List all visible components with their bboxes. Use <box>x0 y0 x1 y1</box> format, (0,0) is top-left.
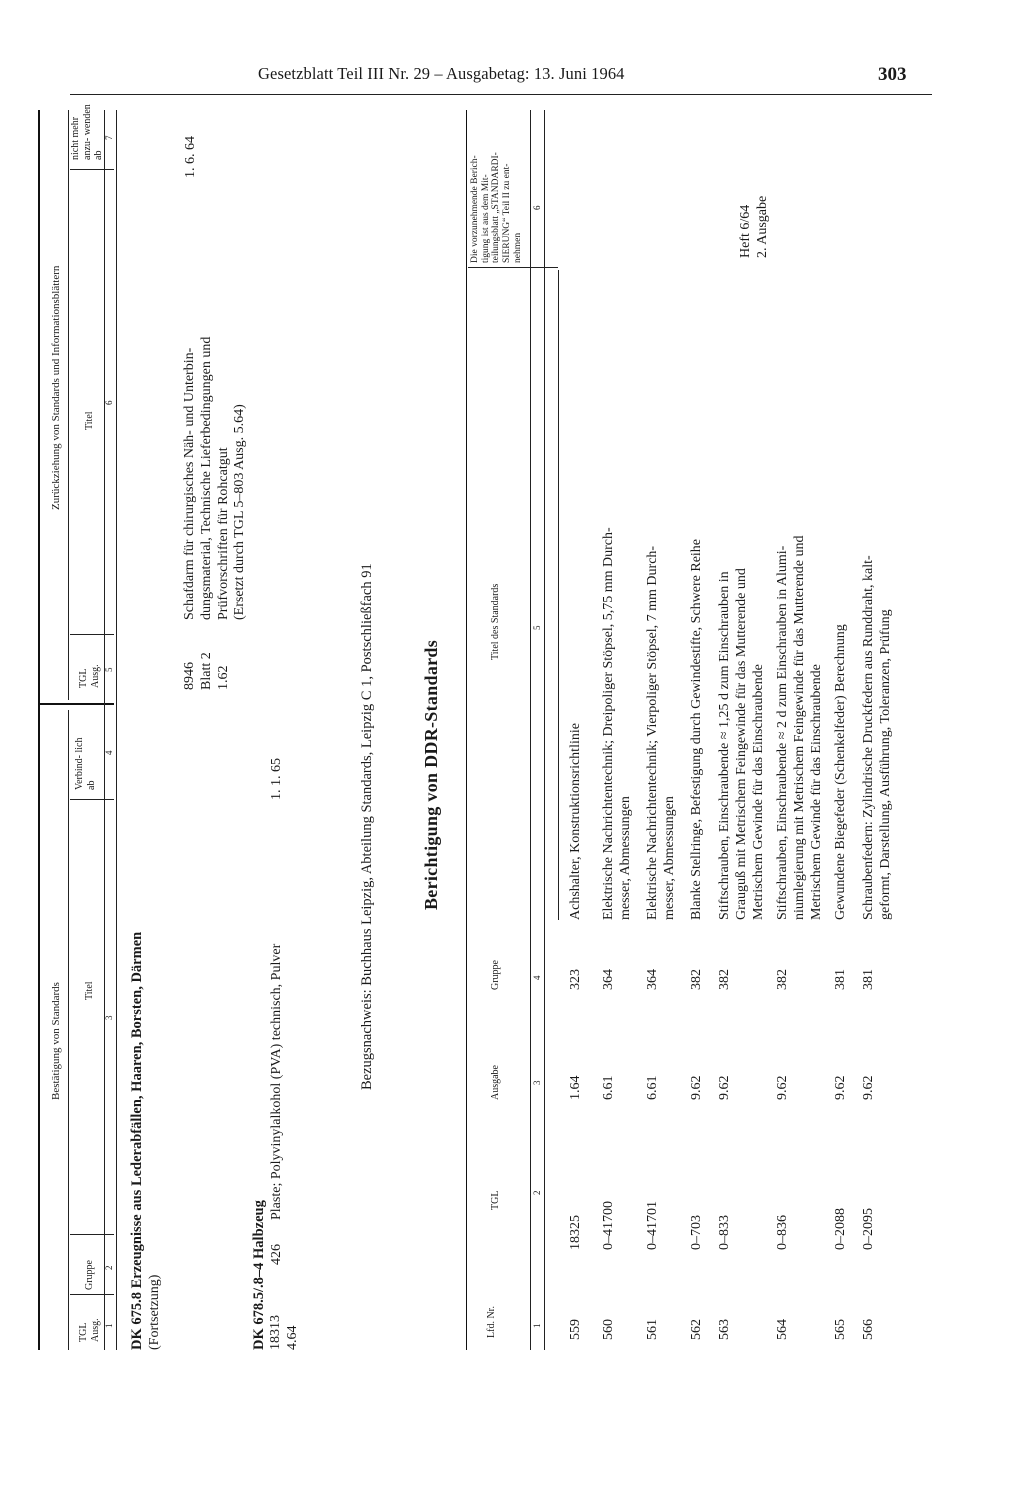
berichtigung-heading: Berichtigung von DDR-Standards <box>421 639 441 910</box>
col-header-tgl: TGL <box>490 1190 501 1210</box>
row-gruppe: 382 <box>775 969 790 990</box>
row-lfd-nr: 565 <box>833 1319 848 1340</box>
row-lfd-nr: 566 <box>861 1319 876 1340</box>
upper-table-top-rule <box>38 110 40 1350</box>
row-lfd-nr: 559 <box>568 1319 583 1340</box>
section-heading-halbzeug: DK 678.5/.8–4 Halbzeug <box>251 1200 267 1350</box>
col-number: 6 <box>532 205 542 210</box>
col-header-titel-des-standards: Titel des Standards <box>490 583 501 660</box>
col-header-titel: Titel <box>84 981 95 1000</box>
row-ausgabe: 9.62 <box>689 1075 704 1100</box>
row-title-line: Grauguß mit Metrischem Feingewinde für das Mutterende und <box>734 568 750 920</box>
row-gruppe: 364 <box>601 969 616 990</box>
confirmed-ausg: 4.64 <box>284 1325 300 1350</box>
row-gruppe: 381 <box>861 969 876 990</box>
confirmed-tgl-block <box>268 1315 302 1350</box>
col-header-gruppe: Gruppe <box>490 960 501 990</box>
row-title <box>644 270 678 920</box>
header-rule <box>70 94 932 95</box>
withdrawn-tgl-block <box>182 652 232 690</box>
group-header-confirmation: Bestätigung von Standards <box>50 982 62 1100</box>
row-title-line: Metrischem Gewinde für das Einschraubende <box>809 664 825 920</box>
withdrawn-title-line: (Ersetzt durch TGL 5–803 Ausg. 5.64) <box>232 404 248 620</box>
row-title-line: Schraubenfedern: Zylindrische Druckfedern aus Runddraht, kalt- <box>861 555 876 920</box>
col-header-nicht-mehr: nicht mehr anzu- wenden ab <box>70 104 104 160</box>
row-tgl: 18325 <box>568 1215 583 1250</box>
berichtigung-top-rule <box>466 110 467 1350</box>
row-lfd-nr: 564 <box>775 1319 790 1340</box>
withdrawn-tgl: 8946 <box>182 662 197 690</box>
note-line: nehmen <box>512 232 523 263</box>
withdrawn-date: 1. 6. 64 <box>183 136 198 178</box>
header-title: Gesetzblatt Teil III Nr. 29 – Ausgabetag: 13. Juni 1964 <box>258 64 625 83</box>
row-gruppe: 382 <box>689 969 704 990</box>
row-ausgabe: 9.62 <box>775 1075 790 1100</box>
row-title-line: Elektrische Nachrichtentechnik; Dreipoliger Stöpsel, 5,75 mm Durch- <box>601 527 616 920</box>
row-title-line: messer, Abmessungen <box>618 796 634 920</box>
row-lfd-nr: 561 <box>645 1319 660 1340</box>
row-gruppe: 323 <box>568 969 583 990</box>
withdrawn-title-line: dungsmaterial, Technische Lieferbedingungen und <box>198 336 214 620</box>
heft-note <box>738 196 772 258</box>
row-title-line: Stiftschrauben, Einschraubende ≈ 2 d zum Einschrauben in Alumi- <box>775 545 790 920</box>
col-number: 6 <box>104 400 114 405</box>
col-number: 1 <box>104 1323 114 1328</box>
col-number-rule-top <box>530 110 531 1350</box>
col-number-rule-bottom <box>544 110 545 1350</box>
col-header-tgl-ausg: TGL Ausg. <box>78 1318 101 1342</box>
row-tgl: 0–2088 <box>833 1208 848 1250</box>
col-header-gruppe: Gruppe <box>84 1260 95 1290</box>
row-title-line: Blanke Stellringe, Befestigung durch Gewindestifte, Schwere Reihe <box>689 538 704 920</box>
withdrawn-blatt: Blatt 2 <box>198 652 214 690</box>
col-number: 7 <box>104 135 114 140</box>
row-lfd-nr: 560 <box>601 1319 616 1340</box>
col-number-rule-bottom <box>116 110 117 1350</box>
row-title-line: Stiftschrauben, Einschraubende ≈ 1,25 d zum Einschrauben in <box>717 571 732 920</box>
withdrawn-title-line: Schafdarm für chirurgisches Näh- und Unterbin- <box>182 347 197 620</box>
row-ausgabe: 9.62 <box>833 1075 848 1100</box>
row-lfd-nr: 563 <box>717 1319 732 1340</box>
berichtigung-table <box>460 100 894 1390</box>
row-ausgabe: 9.62 <box>717 1075 732 1100</box>
col-divider <box>468 267 558 268</box>
row-title <box>832 270 849 920</box>
row-lfd-nr: 562 <box>689 1319 704 1340</box>
heft-line: 2. Ausgabe <box>754 195 770 258</box>
col-number: 4 <box>532 975 542 980</box>
row-title-line: Achshalter, Konstruktionsrichtlinie <box>568 723 583 920</box>
row-title <box>860 270 894 920</box>
row-ausgabe: 6.61 <box>601 1075 616 1100</box>
col-number: 1 <box>532 1323 542 1328</box>
col-number: 3 <box>104 1015 114 1020</box>
row-title <box>688 270 705 920</box>
group-rule-left <box>68 710 69 1350</box>
note-line: Die vorzunehmende Berich- <box>470 155 480 263</box>
rotated-page-body <box>0 100 894 1390</box>
note-line: tigung ist aus dem Mit- <box>480 174 491 263</box>
col-divider <box>70 799 114 800</box>
section-heading-leder: DK 675.8 Erzeugnisse aus Lederabfällen, Haaren, Borsten, Därmen <box>129 931 145 1350</box>
col-header-berichtigung-note <box>470 113 523 263</box>
row-title <box>774 270 825 920</box>
row-tgl: 0–833 <box>717 1215 732 1250</box>
withdrawn-ausg: 1.62 <box>215 665 231 690</box>
col-number-rule-top <box>104 110 105 1350</box>
row-tgl: 0–2095 <box>861 1208 876 1250</box>
section-continuation: (Fortsetzung) <box>147 1274 162 1350</box>
note-line: SIERUNG“ Teil II zu ent- <box>501 163 512 263</box>
page-header <box>0 0 1024 100</box>
row-title-line: Gewundene Biegefeder (Schenkelfeder) Berechnung <box>833 624 848 920</box>
group-rule-right <box>68 110 69 700</box>
row-gruppe: 382 <box>717 969 732 990</box>
row-tgl: 0–836 <box>775 1215 790 1250</box>
confirmed-gruppe: 426 <box>269 1244 284 1265</box>
row-title-line: messer, Abmessungen <box>662 796 678 920</box>
heft-line: Heft 6/64 <box>738 204 753 258</box>
col-header-tgl-ausg-2: TGL Ausg. <box>78 664 101 688</box>
row-tgl: 0–41700 <box>601 1201 616 1250</box>
col-header-titel-2: Titel <box>84 411 95 430</box>
confirmed-tgl: 18313 <box>268 1315 283 1350</box>
col-number: 3 <box>532 1080 542 1085</box>
row-gruppe: 381 <box>833 969 848 990</box>
bezugsnachweis: Bezugsnachweis: Buchhaus Leipzig, Abteilung Standards, Leipzig C 1, Postschließfach 91 <box>359 563 375 1090</box>
withdrawn-title-block <box>182 180 249 620</box>
row-title <box>716 270 767 920</box>
row-title-line: Elektrische Nachrichtentechnik; Vierpoliger Stöpsel, 7 mm Durch- <box>645 545 660 920</box>
title-column-rule <box>558 270 559 920</box>
row-tgl: 0–41701 <box>645 1201 660 1250</box>
row-title <box>600 270 634 920</box>
col-header-verbindlich-ab: Verbind- lich ab <box>74 737 97 790</box>
col-divider <box>70 634 114 635</box>
page-number: 303 <box>878 64 907 85</box>
row-title-line: niumlegierung mit Metrischem Feingewinde für das Mutterende und <box>792 535 808 920</box>
row-gruppe: 364 <box>645 969 660 990</box>
col-divider <box>70 1294 114 1295</box>
row-ausgabe: 9.62 <box>861 1075 876 1100</box>
row-title-line: Metrischem Gewinde für das Einschraubende <box>751 664 767 920</box>
col-divider <box>70 1234 114 1235</box>
col-header-ausgabe: Ausgabe <box>490 1065 501 1100</box>
col-divider-main <box>40 703 114 705</box>
upper-table <box>0 100 330 1390</box>
confirmed-title: Plaste; Polyvinylalkohol (PVA) technisch, Pulver <box>269 943 284 1220</box>
row-tgl: 0–703 <box>689 1215 704 1250</box>
col-number: 5 <box>532 625 542 630</box>
col-divider <box>70 169 114 170</box>
row-ausgabe: 6.61 <box>645 1075 660 1100</box>
confirmed-verbindlich: 1. 1. 65 <box>269 758 284 800</box>
row-ausgabe: 1.64 <box>568 1075 583 1100</box>
col-number: 2 <box>532 1190 542 1195</box>
group-header-withdrawal: Zurückziehung von Standards und Informationsblättern <box>50 265 62 510</box>
col-number: 4 <box>104 750 114 755</box>
note-line: teilungsblatt „STANDARDI- <box>491 152 502 263</box>
row-title-line: geformt, Darstellung, Ausführung, Toleranzen, Prüfung <box>878 609 894 920</box>
withdrawn-title-line: Prüfvorschriften für Rohcatgut <box>215 447 231 620</box>
col-number: 5 <box>104 667 114 672</box>
row-title <box>567 270 584 920</box>
col-number: 2 <box>104 1265 114 1270</box>
col-header-lfd-nr: Lfd. Nr. <box>486 1306 497 1338</box>
